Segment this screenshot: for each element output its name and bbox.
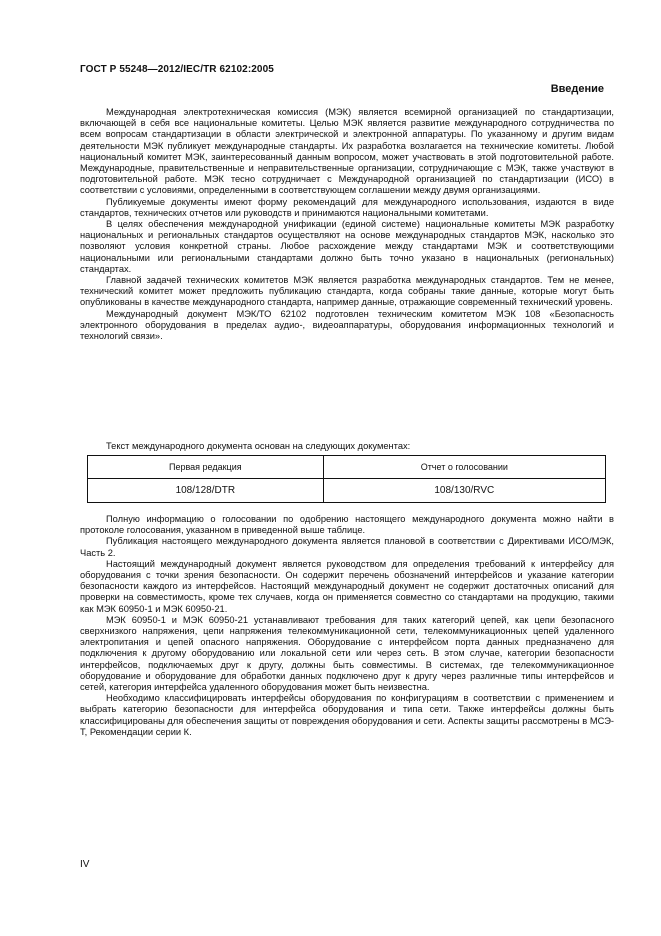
paragraph: Настоящий международный документ является руководством для определения требований к интерфейсу для оборудования с точки зрения безопасности. Он содержит перечень обозначений интерфейсов и указание категории безопасности каждого из интерфейсов. Настоящий международный документ не содержит достаточных описаний для проверки на совместимость, кроме тех случаев, когда он применяется совместно со стандартами на продукцию, такими как МЭК 60950-1 и МЭК 60950-21. — [80, 558, 614, 614]
table-cell: 108/130/RVC — [323, 479, 605, 503]
paragraph: Главной задачей технических комитетов МЭК является разработка международных стандартов. Тем не менее, технический комитет может предложить публикацию стандарта, когда собраны такие данные, которые могут быть опубликованы в качестве международного стандарта, например данные, отражающие современный технический уровень. — [80, 275, 614, 308]
table-lead-text: Текст международного документа основан на следующих документах: — [106, 441, 411, 451]
table-row — [88, 479, 606, 503]
table-header-row — [88, 456, 606, 479]
paragraph: Международная электротехническая комиссия (МЭК) является всемирной организацией по стандартизации, включающей в себя все национальные комитеты. Целью МЭК является развитие международного сотрудничества по всем вопросам стандартизации в области электрической и электронной аппаратуры. По указанному и другим видам деятельности МЭК публикует международные стандарты. Их разработка возлагается на технические комитеты. Любой национальный комитет МЭК, заинтересованный данным вопросом, может участвовать в этой подготовительной работе. Международные, правительственные и неправительственные организации, сотрудничающие с МЭК, также участвуют в подготовительной работе. МЭК тесно сотрудничает с Международной организацией по стандартизации (ИСО) в соответствии с условиями, определенными в соответствующем соглашении между двумя организациями. — [80, 107, 614, 196]
voting-table — [87, 455, 606, 503]
paragraph: Публикация настоящего международного документа является плановой в соответствии с Директивами ИСО/МЭК, Часть 2. — [80, 536, 614, 558]
paragraph: МЭК 60950-1 и МЭК 60950-21 устанавливают требования для таких категорий цепей, как цепи безопасного сверхнизкого напряжения, цепи напряжения телекоммуникационной сети, телекоммуникационных цепей удаленного электропитания и цепей опасного напряжения. Оборудование с интерфейсом порта данных предназначено для подключения к другому оборудованию или локальной сети или через сеть. В этом случае, категории безопасности интерфейсов, подключаемых друг к другу, должны быть совместимы. В системах, где телекоммуникационное оборудование и оборудование для обработки данных подключено друг к другу через различные типы интерфейсов и сетей, категория интерфейса удаленного оборудования может быть неизвестна. — [80, 614, 614, 693]
table-cell: 108/128/DTR — [88, 479, 324, 503]
intro-paragraphs — [80, 107, 614, 342]
table-header-cell: Отчет о голосовании — [323, 456, 605, 479]
table-header-cell: Первая редакция — [88, 456, 324, 479]
paragraph: Полную информацию о голосовании по одобрению настоящего международного документа можно найти в протоколе голосования, указанном в приведенной выше таблице. — [80, 514, 614, 536]
page-number: IV — [80, 859, 90, 870]
document-header: ГОСТ Р 55248—2012/IEC/TR 62102:2005 — [80, 64, 274, 75]
paragraph: Международный документ МЭК/ТО 62102 подготовлен техническим комитетом МЭК 108 «Безопасность электронного оборудования в пределах аудио-, видеоаппаратуры, оборудования информационных технологий и технологий связи». — [80, 308, 614, 342]
section-title: Введение — [550, 83, 604, 95]
body-paragraphs — [80, 514, 614, 738]
paragraph: В целях обеспечения международной унификации (единой системе) национальные комитеты МЭК разработку национальных и региональных стандартов осуществляют на основе международных стандартов МЭК, насколько это позволяют условия конкретной страны. Любое расхождение между стандартами МЭК и соответствующими национальными или региональными стандартами должно быть точно указано в национальных (региональных) стандартах. — [80, 219, 614, 274]
paragraph: Необходимо классифицировать интерфейсы оборудования по конфигурациям в соответствии с применением и выбрать категорию безопасности для интерфейса оборудования и типа сети. Также интерфейсы должны быть классифицированы для обеспечения защиты от повреждения оборудования и сети. Аспекты защиты рассмотрены в МСЭ-Т, Рекомендации серии К. — [80, 693, 614, 737]
paragraph: Публикуемые документы имеют форму рекомендаций для международного использования, издаются в виде стандартов, технических отчетов или руководств и принимаются национальными комитетами. — [80, 196, 614, 218]
